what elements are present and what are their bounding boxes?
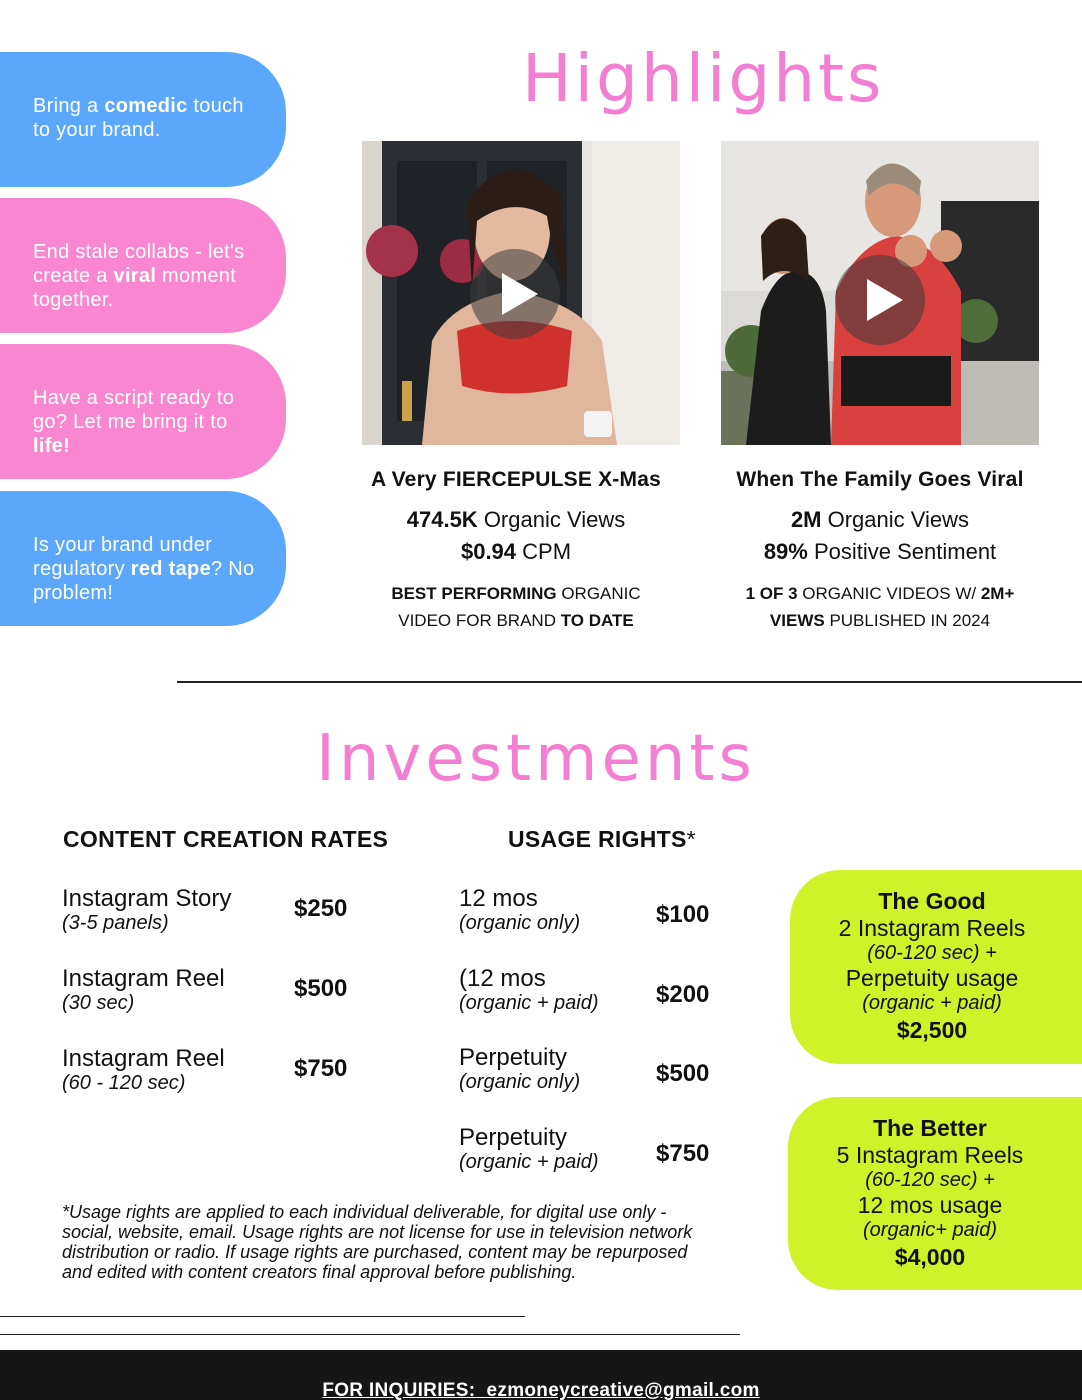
note-text: PUBLISHED IN 2024 bbox=[824, 611, 991, 630]
rate-name: Instagram Reel bbox=[62, 965, 225, 992]
rate-sub: (30 sec) bbox=[62, 992, 135, 1014]
package-line: (organic + paid) bbox=[862, 992, 1002, 1014]
package-line: (organic+ paid) bbox=[863, 1219, 997, 1241]
video-thumbnail-xmas[interactable] bbox=[362, 141, 680, 445]
video-2-stat-sentiment bbox=[705, 536, 1055, 568]
pill-text: Is your brand under regulatory bbox=[33, 534, 213, 580]
rate-item bbox=[62, 1046, 225, 1094]
usage-name: Perpetuity bbox=[459, 1044, 568, 1071]
pill-text: Have a script ready to go? Let me bring it to bbox=[33, 387, 235, 433]
video-2-details bbox=[705, 468, 1055, 634]
usage-heading-text: USAGE RIGHTS bbox=[508, 826, 687, 852]
note-bold: 1 OF 3 bbox=[745, 584, 798, 603]
note-bold: BEST PERFORMING bbox=[391, 584, 557, 603]
usage-sub: (organic + paid) bbox=[459, 1151, 599, 1173]
package-line: Perpetuity usage bbox=[845, 965, 1019, 991]
video-1-note bbox=[346, 580, 686, 634]
content-rates-heading: CONTENT CREATION RATES bbox=[63, 826, 389, 852]
package-line: 2 Instagram Reels bbox=[838, 915, 1026, 941]
pill-text: ? No problem! bbox=[33, 558, 255, 604]
pill-script bbox=[0, 344, 286, 479]
usage-sub: (organic + paid) bbox=[459, 992, 599, 1014]
usage-rights-heading bbox=[508, 826, 696, 853]
stat-text: Organic Views bbox=[477, 507, 626, 532]
stat-bold: 2M bbox=[790, 507, 822, 532]
rate-price: $250 bbox=[294, 895, 348, 922]
package-the-better bbox=[788, 1097, 1082, 1290]
usage-sub: (organic only) bbox=[459, 912, 581, 934]
usage-item bbox=[459, 886, 580, 934]
package-the-good bbox=[790, 870, 1082, 1064]
pill-bold-text: life! bbox=[33, 435, 71, 457]
usage-heading-asterisk: * bbox=[686, 826, 696, 852]
usage-price: $200 bbox=[656, 981, 710, 1008]
inquiries-email[interactable]: ezmoneycreative@gmail.com bbox=[486, 1380, 760, 1400]
rate-price: $500 bbox=[294, 975, 348, 1002]
play-icon[interactable] bbox=[470, 249, 560, 339]
note-text: ORGANIC bbox=[556, 584, 641, 603]
rate-sub: (60 - 120 sec) bbox=[62, 1072, 186, 1094]
rate-price: $750 bbox=[294, 1055, 348, 1082]
usage-item bbox=[459, 1125, 599, 1173]
section-divider bbox=[177, 681, 1082, 683]
pill-red-tape bbox=[0, 491, 286, 626]
stat-bold: $0.94 bbox=[460, 539, 517, 564]
video-thumbnail-family[interactable] bbox=[721, 141, 1039, 445]
rate-name: Instagram Story bbox=[62, 885, 232, 912]
footnote-rule bbox=[0, 1316, 525, 1317]
video-2-title: When The Family Goes Viral bbox=[736, 468, 1024, 491]
usage-sub: (organic only) bbox=[459, 1071, 581, 1093]
pill-viral bbox=[0, 198, 286, 333]
usage-item bbox=[459, 966, 599, 1014]
pill-bold-text: red tape bbox=[130, 558, 211, 580]
pill-text: Bring a bbox=[33, 95, 105, 117]
pill-bold-text: viral bbox=[113, 265, 157, 287]
rate-item bbox=[62, 886, 231, 934]
stat-text: CPM bbox=[516, 539, 572, 564]
note-bold: TO DATE bbox=[560, 611, 634, 630]
stat-bold: 474.5K bbox=[406, 507, 478, 532]
note-bold: VIEWS bbox=[769, 611, 825, 630]
video-2-note bbox=[705, 580, 1055, 634]
usage-name: (12 mos bbox=[459, 965, 546, 992]
package-title: The Better bbox=[873, 1115, 987, 1141]
pill-text: touch to your brand. bbox=[33, 95, 244, 141]
inquiries-label: FOR INQUIRIES: bbox=[322, 1380, 476, 1400]
video-1-details bbox=[346, 468, 686, 634]
usage-name: Perpetuity bbox=[459, 1124, 568, 1151]
note-bold: 2M+ bbox=[980, 584, 1015, 603]
pill-text: moment together. bbox=[33, 265, 237, 311]
package-line: 12 mos usage bbox=[857, 1192, 1003, 1218]
video-1-stat-cpm bbox=[346, 536, 686, 568]
inquiries-link[interactable] bbox=[322, 1365, 759, 1400]
note-text: VIDEO FOR BRAND bbox=[398, 611, 561, 630]
stat-text: Positive Sentiment bbox=[807, 539, 997, 564]
play-icon[interactable] bbox=[835, 255, 925, 345]
package-line: (60-120 sec) + bbox=[867, 942, 997, 964]
usage-price: $750 bbox=[656, 1140, 710, 1167]
footer-rule bbox=[0, 1334, 740, 1335]
video-2-stat-views bbox=[705, 504, 1055, 536]
package-title: The Good bbox=[878, 888, 986, 914]
package-price: $4,000 bbox=[894, 1244, 966, 1270]
footer-bar bbox=[0, 1350, 1082, 1400]
investments-title: Investments bbox=[316, 722, 756, 796]
pill-bold-text: comedic bbox=[104, 95, 188, 117]
stat-bold: 89% bbox=[763, 539, 808, 564]
rate-name: Instagram Reel bbox=[62, 1045, 225, 1072]
rate-item bbox=[62, 966, 225, 1014]
note-text: ORGANIC VIDEOS W/ bbox=[797, 584, 981, 603]
usage-name: 12 mos bbox=[459, 885, 538, 912]
highlights-title: Highlights bbox=[522, 40, 885, 117]
usage-price: $100 bbox=[656, 901, 710, 928]
video-1-title: A Very FIERCEPULSE X-Mas bbox=[371, 468, 661, 491]
usage-item bbox=[459, 1045, 580, 1093]
package-price: $2,500 bbox=[896, 1017, 968, 1043]
package-line: (60-120 sec) + bbox=[865, 1169, 995, 1191]
usage-price: $500 bbox=[656, 1060, 710, 1087]
package-line: 5 Instagram Reels bbox=[836, 1142, 1024, 1168]
stat-text: Organic Views bbox=[821, 507, 970, 532]
pill-text: End stale collabs - let's create a bbox=[33, 241, 245, 287]
rate-sub: (3-5 panels) bbox=[62, 912, 169, 934]
pill-comedic bbox=[0, 52, 286, 187]
video-1-stat-views bbox=[346, 504, 686, 536]
usage-footnote: *Usage rights are applied to each individual deliverable, for digital use only - social, website, email. Usage rights are not license for use in television network distribution or radio. If usage rights are purchased, content may be repurposed and edited with content creators final approval before publishing. bbox=[62, 1202, 693, 1282]
